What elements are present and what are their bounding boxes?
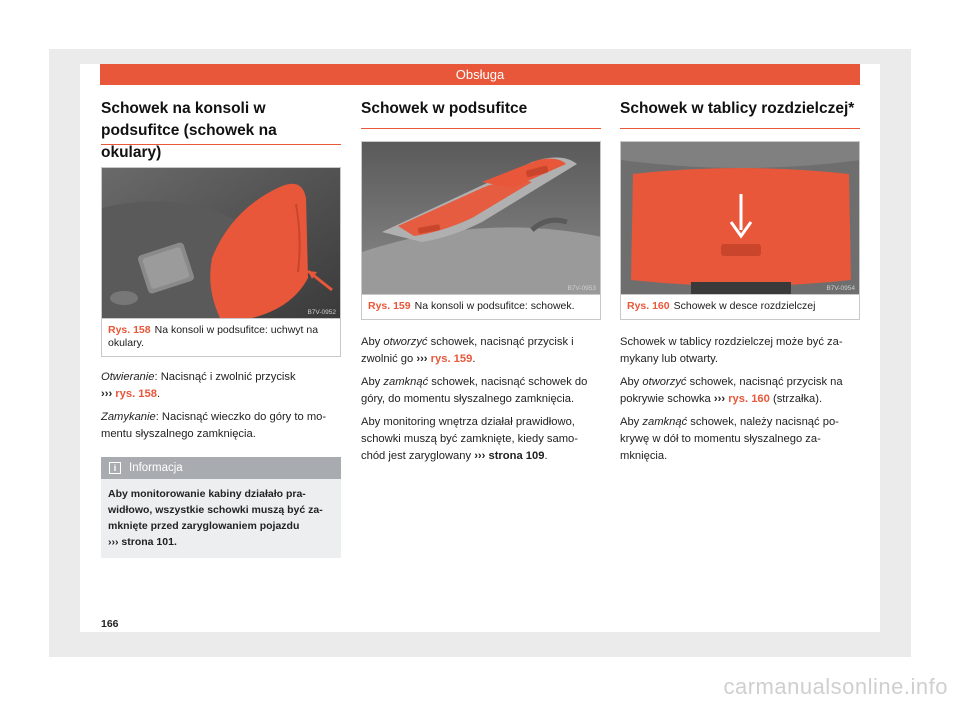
figure-caption — [102, 318, 340, 356]
label-closing: Zamykanie — [101, 411, 156, 423]
text: : Nacisnąć wieczko do góry to mo-mentu słyszalnego zamknięcia. — [101, 411, 327, 440]
arrow-ref-icon: ››› — [713, 393, 726, 405]
label-opening: Otwieranie — [101, 371, 155, 383]
paragraph-open — [620, 374, 860, 408]
figure-number: Rys. 160 — [627, 300, 670, 312]
arrow-ref-icon: ››› — [416, 353, 428, 365]
text: Aby — [361, 376, 384, 388]
text: schowek, nacisnąć schowek do góry, do momentu słyszalnego zamknięcia. — [361, 376, 588, 405]
glasses-holder-illustration — [102, 168, 340, 318]
text: . — [156, 388, 161, 400]
figure-code: B7V-0952 — [307, 309, 336, 316]
figure-image — [102, 168, 340, 318]
text-italic: otworzyć — [383, 336, 428, 348]
paragraph-close — [620, 414, 860, 465]
page-link[interactable]: strona 101. — [121, 536, 177, 548]
text: schowek, należy nacisnąć po-krywę w dół to momentu słyszalnego za-mknięcia. — [620, 416, 839, 462]
page-number: 166 — [101, 618, 119, 630]
section-header: Obsługa — [100, 64, 860, 85]
text: schowek, nacisnąć przycisk i zwolnić go — [361, 336, 574, 365]
text: : Nacisnąć i zwolnić przycisk — [154, 371, 296, 383]
paragraph-opening — [101, 369, 341, 403]
figure-link[interactable]: rys. 158 — [115, 388, 157, 400]
arrow-ref-icon: ››› — [108, 536, 119, 548]
paragraph-closing — [101, 409, 341, 443]
figure-number: Rys. 158 — [108, 324, 151, 336]
info-body — [101, 479, 341, 558]
text: Aby — [620, 376, 643, 388]
caption-text: Na konsoli w podsufitce: schowek. — [414, 300, 575, 312]
arrow-ref-icon: ››› — [474, 450, 486, 462]
text-italic: zamknąć — [383, 376, 429, 388]
text: . — [544, 450, 548, 462]
column-3 — [620, 98, 860, 471]
overhead-storage-illustration — [362, 142, 600, 294]
info-box — [101, 457, 341, 558]
figure-link[interactable]: rys. 159 — [430, 353, 473, 365]
figure-caption — [621, 294, 859, 319]
watermark: carmanualsonline.info — [723, 674, 948, 699]
caption-text: Na konsoli w podsufitce: uchwyt na okulary. — [108, 324, 319, 349]
figure-caption — [362, 294, 600, 319]
figure-number: Rys. 159 — [368, 300, 411, 312]
figure-158 — [101, 167, 341, 357]
column-2 — [361, 98, 601, 471]
figure-160 — [620, 141, 860, 320]
figure-link[interactable]: rys. 160 — [728, 393, 770, 405]
paragraph-close — [361, 374, 601, 408]
text: Aby — [620, 416, 643, 428]
figure-159 — [361, 141, 601, 320]
text: Aby monitoring wnętrza działał prawidłowo, schowki muszą być zamknięte, kiedy samo-chód jest zaryglowany — [361, 416, 578, 462]
text: Aby — [361, 336, 384, 348]
figure-image — [362, 142, 600, 294]
page-link[interactable]: strona 109 — [488, 450, 545, 462]
dashboard-storage-illustration — [621, 142, 859, 294]
text: . — [472, 353, 476, 365]
paragraph-open — [361, 334, 601, 368]
text-italic: otworzyć — [642, 376, 687, 388]
arrow-ref-icon: ››› — [101, 388, 113, 400]
column-1 — [101, 98, 341, 558]
text: (strzałka). — [769, 393, 823, 405]
figure-code: B7V-0953 — [567, 285, 596, 292]
info-title: Informacja — [129, 462, 183, 474]
text: schowek, nacisnąć przycisk na pokrywie schowka — [620, 376, 843, 405]
info-text: Aby monitorowanie kabiny działało pra-widłowo, wszystkie schowki muszą być za-mknięte przed zaryglowaniem pojazdu — [108, 488, 323, 532]
section-heading: Schowek na konsoli w podsufitce (schowek na okulary) — [101, 98, 341, 145]
figure-code: B7V-0954 — [826, 285, 855, 292]
section-heading: Schowek w podsufitce — [361, 98, 601, 129]
paragraph-intro: Schowek w tablicy rozdzielczej może być za-mykany lub otwarty. — [620, 336, 843, 365]
caption-text: Schowek w desce rozdzielczej — [673, 300, 816, 312]
paragraph-monitoring — [361, 414, 601, 465]
text-italic: zamknąć — [642, 416, 688, 428]
info-icon: i — [109, 462, 121, 474]
info-header — [101, 457, 341, 479]
section-heading: Schowek w tablicy rozdzielczej* — [620, 98, 860, 129]
figure-image — [621, 142, 859, 294]
